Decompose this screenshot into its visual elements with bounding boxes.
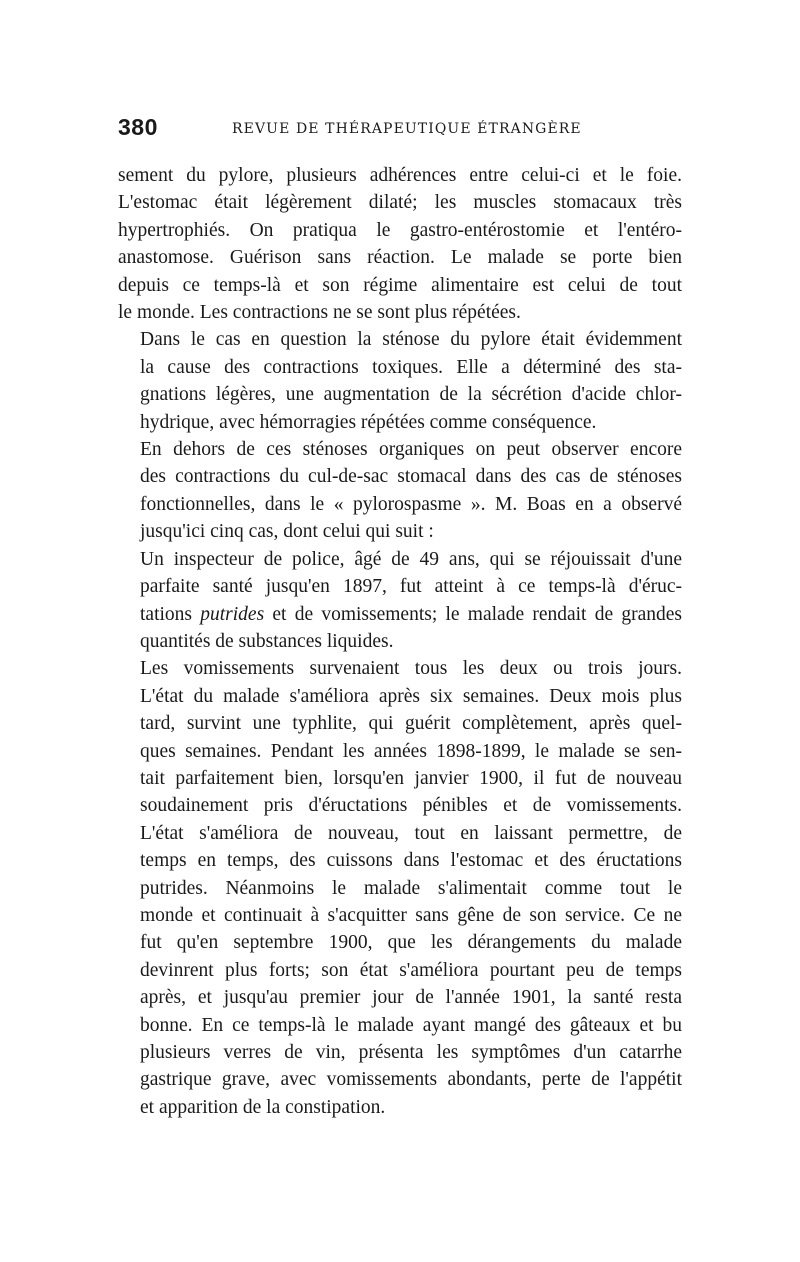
text-line: tait parfaitement bien, lorsqu'en janvier 1900, il fut de nouveau bbox=[140, 767, 682, 789]
text-line: plusieurs verres de vin, présenta les symptômes d'un catarrhe bbox=[140, 1042, 682, 1063]
text-line: En dehors de ces sténoses organiques on peut observer encore bbox=[140, 439, 682, 461]
text-line: gnations légères, une augmentation de la sécrétion d'acide chlor- bbox=[140, 384, 682, 406]
text-line: Les vomissements survenaient tous les deux ou trois jours. bbox=[140, 658, 682, 680]
text-line: devinrent plus forts; son état s'améliora pourtant peu de temps bbox=[140, 959, 682, 981]
text-line: après, et jusqu'au premier jour de l'année 1901, la santé resta bbox=[140, 987, 682, 1009]
text-line: L'état s'améliora de nouveau, tout en laissant permettre, de bbox=[140, 822, 682, 844]
text-line: et apparition de la constipation. bbox=[140, 1096, 386, 1118]
text-line: L'état du malade s'améliora après six semaines. Deux mois plus bbox=[140, 685, 682, 707]
text-line: putrides. Néanmoins le malade s'alimentait comme tout le bbox=[140, 877, 682, 899]
paragraph bbox=[118, 546, 682, 656]
body-text bbox=[118, 162, 682, 1121]
text-line: temps en temps, des cuissons dans l'estomac et des éructations bbox=[140, 850, 682, 872]
paragraph bbox=[118, 436, 682, 546]
text-line: Un inspecteur de police, âgé de 49 ans, qui se réjouissait d'une bbox=[140, 548, 682, 570]
text-line: depuis ce temps-là et son régime alimentaire est celui de tout bbox=[118, 274, 682, 296]
text-line: ques semaines. Pendant les années 1898-1899, le malade se sen- bbox=[140, 740, 682, 762]
text-line: des contractions du cul-de-sac stomacal dans des cas de sténoses bbox=[140, 466, 682, 488]
text-line: soudainement pris d'éructations pénibles et de vomissements. bbox=[140, 795, 682, 817]
text-line: sement du pylore, plusieurs adhérences entre celui-ci et le foie. bbox=[118, 165, 682, 186]
text-line: la cause des contractions toxiques. Elle a déterminé des sta- bbox=[140, 356, 682, 378]
text-line: hydrique, avec hémorragies répétées comme conséquence. bbox=[140, 411, 597, 433]
text-line: hypertrophiés. On pratiqua le gastro-entérostomie et l'entéro- bbox=[118, 219, 682, 241]
text-line: jusqu'ici cinq cas, dont celui qui suit : bbox=[140, 521, 434, 543]
text-line: L'estomac était légèrement dilaté; les muscles stomacaux très bbox=[118, 192, 682, 214]
text-line: tations putrides et de vomissements; le malade rendait de grandes bbox=[140, 603, 682, 625]
paragraph bbox=[118, 326, 682, 436]
page-number: 380 bbox=[118, 114, 158, 140]
text-line: anastomose. Guérison sans réaction. Le malade se porte bien bbox=[118, 247, 682, 269]
paragraph bbox=[118, 162, 682, 326]
text-line: tard, survint une typhlite, qui guérit complètement, après quel- bbox=[140, 713, 682, 735]
running-head bbox=[118, 112, 682, 152]
text-line: monde et continuait à s'acquitter sans gêne de son service. Ce ne bbox=[140, 904, 682, 926]
text-line: le monde. Les contractions ne se sont plus répétées. bbox=[118, 302, 521, 324]
text-line: fonctionnelles, dans le « pylorospasme ». M. Boas en a observé bbox=[140, 493, 682, 515]
text-line: Dans le cas en question la sténose du pylore était évidemment bbox=[140, 329, 682, 351]
paragraph bbox=[118, 655, 682, 1121]
text-line: bonne. En ce temps-là le malade ayant mangé des gâteaux et bu bbox=[140, 1014, 682, 1036]
text-line: quantités de substances liquides. bbox=[140, 630, 394, 652]
text-line: gastrique grave, avec vomissements abondants, perte de l'appétit bbox=[140, 1069, 682, 1091]
text-line: parfaite santé jusqu'en 1897, fut atteint à ce temps-là d'éruc- bbox=[140, 576, 682, 598]
journal-title: REVUE DE THÉRAPEUTIQUE ÉTRANGÈRE bbox=[232, 121, 582, 137]
text-line: fut qu'en septembre 1900, que les dérangements du malade bbox=[140, 932, 682, 954]
book-page bbox=[118, 112, 682, 1121]
italic-word: putrides bbox=[200, 603, 265, 625]
